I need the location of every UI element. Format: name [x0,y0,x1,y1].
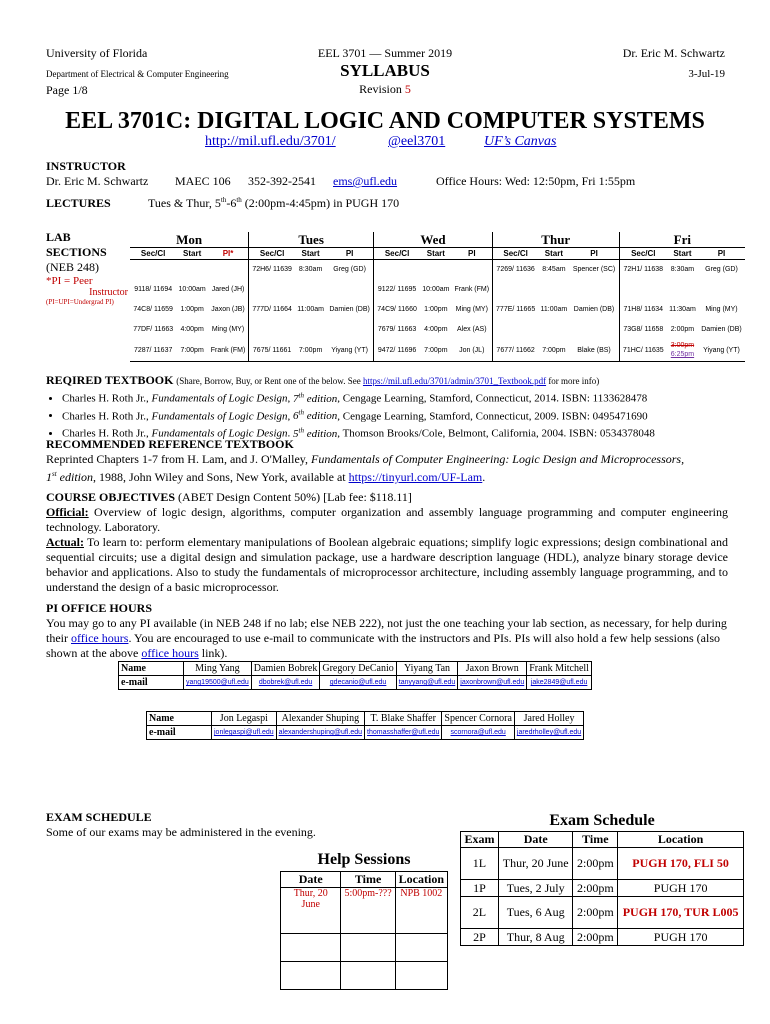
lab-cell: 777E/ 11665 [492,300,538,320]
help-empty-row [281,962,448,990]
instructor-email[interactable]: ems@ufl.edu [333,174,398,188]
pi-legend: *PI = Peer [46,275,93,287]
lab-cell: 10:00am [422,286,450,293]
textbook-item-6th: • Charles H. Roth Jr., Fundamentals of Logic Design, 6th edition, Cengage Learning, Stamford, Connecticut, 2009. ISBN: 0495471690 [62,406,736,424]
pi-name: Frank Mitchell [527,662,592,676]
lab-cell: 71H8/ 11634 [619,300,667,320]
column-header: Sec/Cl [249,248,295,260]
help-col-header: Time [341,872,395,888]
column-header: Start [538,248,569,260]
day-header-mon: Mon [176,232,203,247]
exam-row [461,929,744,946]
help-empty-cell [395,962,447,990]
exam-cell: Tues, 6 Aug [498,897,573,929]
lab-cell [667,340,698,362]
instructor-phone: 352-392-2541 [248,174,316,188]
lab-cell: 7:00pm [420,340,452,362]
lab-cell: 77DF/ 11663 [133,326,174,333]
help-header-row [281,872,448,888]
twitter-link[interactable]: @eel3701 [388,134,446,149]
help-table [280,871,448,990]
exam-table-title: Exam Schedule [549,812,655,829]
lab-cell: Frank (FM) [208,340,249,362]
column-header: Start [176,248,208,260]
pi-email-link[interactable]: thomasshaffer@ufl.edu [365,726,442,740]
help-cell: Thur, 20 June [281,888,341,934]
lab-cell: Damien (DB) [329,306,370,313]
lab-cell: 9472/ 11696 [374,340,420,362]
pi-name: Jared Holley [514,712,583,726]
pi-hours-section: PI OFFICE HOURS You may go to any PI available (in NEB 248 if no lab; else NEB 222), not just the one teaching your lab section, as necessary, for help during their office hours. You are encouraged to use e-mail to communicate with the instructors and PIs. PIs will also hold a few help sessions (also shown at the above office hours link). [46,601,727,660]
lab-cell: Greg (GD) [705,266,738,274]
objectives-heading: COURSE OBJECTIVES [46,490,176,504]
column-header: Start [420,248,452,260]
header-department: Department of Electrical & Computer Engineering [46,69,229,79]
pi-name: Jon Legaspi [212,712,277,726]
lab-cell: 11:00am [540,306,568,313]
exam-cell: 1P [461,880,499,897]
objectives-section: COURSE OBJECTIVES (ABET Design Content 50%) [Lab fee: $118.11] Official: Overview of logic design, algorithms, computer organization and assembly language programming and computer engineering technology. Laboratory. Actual: To learn to: perform elementary manipulations of Boolean algebraic equations; simplify logic expressions; design combinational and sequential circuits; use a digital design and simulation package, use a hardware description language (HDL), analyze binary storage device behavior and applications. Also to study the fundamentals of microprocessor architecture, including assembly language programming, and to understand the design of a basic microprocessor. [46,490,728,594]
help-row [281,888,448,934]
exam-cell: 1L [461,848,499,880]
lab-cell [326,320,373,340]
lab-cell [569,280,619,300]
header-date: 3-Jul-19 [688,68,725,80]
column-header: Start [667,248,698,260]
lab-cell: 71HC/ 11635 [619,340,667,362]
column-header: PI [569,248,619,260]
lab-sections-table [130,232,745,362]
exam-cell: 2:00pm [573,880,618,897]
lab-cell [569,320,619,340]
page-title: EEL 3701C: DIGITAL LOGIC AND COMPUTER SYSTEMS [65,108,705,134]
exam-table [460,831,744,946]
exam-row [461,897,744,929]
column-header: PI* [208,248,249,260]
name-label: Name [119,662,184,676]
lab-cell: Ming (MY) [705,306,738,313]
lab-row [130,340,745,362]
lab-legend [46,230,128,306]
lab-row [130,280,745,300]
instructor-heading: INSTRUCTOR [46,159,126,173]
exam-col-header: Exam [461,832,499,848]
lab-heading-1: LAB [46,230,71,244]
exam-cell: PUGH 170 [618,880,744,897]
instructor-office: MAEC 106 [175,174,231,188]
exam-note: Some of our exams may be administered in the evening. [46,825,316,839]
lab-cell: 4:00pm [424,326,448,333]
lab-cell: Damien (DB) [701,326,742,333]
textbook-link[interactable]: https://mil.ufl.edu/3701/admin/3701_Textbook.pdf [362,376,547,386]
exam-cell: 2:00pm [573,929,618,946]
lab-cell: Jared (JH) [211,286,245,293]
lab-cell: Spencer (SC) [572,266,616,274]
pi-email-link[interactable]: jaredrholley@ufl.edu [514,726,583,740]
pi-name: T. Blake Shaffer [365,712,442,726]
lab-cell [295,280,326,300]
lab-cell [249,320,295,340]
email-label: e-mail [147,726,212,740]
lectures-text: Tues & Thur, 5th-6th (2:00pm-4:45pm) in PUGH 170 [148,196,400,210]
exam-cell: 2L [461,897,499,929]
help-cell: NPB 1002 [395,888,447,934]
exam-col-header: Date [498,832,573,848]
lab-cell: Yiyang (YT) [698,340,745,362]
lab-cell: Jaxon (JB) [211,306,245,313]
column-header: PI [326,248,373,260]
lab-cell: Blake (BS) [569,340,619,362]
lab-cell [249,280,295,300]
pi-legend-3: (PI=UPI=Undergrad PI) [46,298,114,306]
lab-cell [420,260,452,280]
lab-cell: 8:30am [298,266,323,274]
lab-cell: 8:45am [542,266,566,274]
help-title: Help Sessions [317,851,411,868]
day-header-thur: Thur [492,232,619,248]
lab-cell: Greg (GD) [333,266,366,274]
lab-cell: 11:30am [669,306,696,313]
lab-cell: 74C9/ 11660 [374,300,420,320]
pi-name: Yiyang Tan [396,662,458,676]
lab-cell [452,260,493,280]
header-course: EEL 3701 — Summer 2019 [317,46,453,60]
lab-cell: 7287/ 11637 [130,340,176,362]
lab-cell: 7269/ 11636 [492,260,538,280]
exam-cell: Tues, 2 July [498,880,573,897]
lab-cell [176,260,208,280]
help-col-header: Location [395,872,447,888]
name-row [147,712,584,726]
lab-cell: 2:00pm [670,326,695,333]
email-row [119,676,592,690]
exam-cell: 2:00pm [573,897,618,929]
help-empty-cell [281,962,341,990]
exam-col-header: Location [618,832,744,848]
column-header: Sec/Cl [130,248,176,260]
lab-cell [374,260,420,280]
reference-heading: RECOMMENDED REFERENCE TEXTBOOK [46,437,294,451]
lab-cell: Yiyang (YT) [326,340,373,362]
lab-cell: 1:00pm [424,306,448,313]
office-hours-link-2[interactable]: office hours [141,646,199,660]
lab-cell [538,280,569,300]
header-instructor: Dr. Eric M. Schwartz [622,46,725,60]
reference-link[interactable]: https://tinyurl.com/UF-Lam [348,470,483,484]
lab-cell [698,280,745,300]
lab-row [130,320,745,340]
lab-cell [538,320,569,340]
help-empty-cell [341,962,395,990]
lab-cell: 777D/ 11664 [249,300,295,320]
lab-room: (NEB 248) [46,260,99,274]
lab-cell: 7:00pm [538,340,569,362]
exam-cell: 2P [461,929,499,946]
textbook-section: REQIRED TEXTBOOK (Share, Borrow, Buy, or Rent one of the below. See https://mil.ufl.edu/3701/admin/3701_Textbook.pdf for more info) • Charles H. Roth Jr., Fundamentals of Logic Design, 7th edition, Cengage Learning, Stamford, Connecticut, 2014. ISBN: 1133628478 • Charles H. Roth Jr., Fundamentals of Logic Design, 6th edition, Cengage Learning, Stamford, Connecticut, 2009. ISBN: 0495471690 • Charles H. Roth Jr., Fundamentals of Logic Design. 5th edition, Thomson Brooks/Cole, Belmont, California, 2004. ISBN: 0534378048 [46,373,736,441]
exam-header-row [461,832,744,848]
help-empty-cell [395,934,447,962]
help-cell: 5:00pm-??? [341,888,395,934]
lab-cell: 7:00pm [176,340,208,362]
column-header: PI [452,248,493,260]
pi-name: Ming Yang [184,662,252,676]
column-header: PI [698,248,745,260]
help-empty-cell [341,934,395,962]
lab-cell: 10:00am [178,286,206,293]
name-label: Name [147,712,212,726]
lab-cell [208,260,249,280]
pi-email-link[interactable]: jaxonbrown@ufl.edu [458,676,527,690]
lab-cell: 1:00pm [180,306,204,313]
pi-email-link[interactable]: gdecanio@ufl.edu [320,676,396,690]
exam-cell: PUGH 170, TUR L005 [618,897,744,929]
pi-name: Gregory DeCanio [320,662,396,676]
day-header-tues: Tues [249,232,374,248]
site-link[interactable]: http://mil.ufl.edu/3701/ [205,134,336,149]
pi-email-table-1 [118,661,592,690]
lab-cell: 7:00pm [295,340,326,362]
header-syllabus: SYLLABUS [340,61,430,80]
textbook-item-5th: • Charles H. Roth Jr., Fundamentals of Logic Design. 5th edition, Thomson Brooks/Cole, Belmont, California, 2004. ISBN: 0534378048 [62,423,736,441]
lab-cell: 8:30am [670,266,695,274]
email-row [147,726,584,740]
textbook-item-7th: • Charles H. Roth Jr., Fundamentals of Logic Design, 7th edition, Cengage Learning, Stamford, Connecticut, 2014. ISBN: 1133628478 [62,388,736,406]
pi-email-link[interactable]: alexandershuping@ufl.edu [276,726,364,740]
name-row [119,662,592,676]
header-page: Page 1/8 [46,83,88,97]
help-empty-cell [281,934,341,962]
pi-email-link[interactable]: jake2849@ufl.edu [527,676,592,690]
instructor-office-hours: Office Hours: Wed: 12:50pm, Fri 1:55pm [436,174,636,188]
help-col-header: Date [281,872,341,888]
instructor-name: Dr. Eric M. Schwartz [46,174,149,188]
lab-row [130,260,745,280]
pi-name: Alexander Shuping [276,712,364,726]
column-header: Sec/Cl [492,248,538,260]
exam-cell: Thur, 8 Aug [498,929,573,946]
exam-col-header: Time [573,832,618,848]
lab-cell: Alex (AS) [456,326,487,333]
lab-cell: 72H6/ 11639 [249,260,295,280]
textbook-heading: REQIRED TEXTBOOK [46,373,174,387]
column-header: Start [295,248,326,260]
pi-email-link[interactable]: tanyyang@ufl.edu [396,676,458,690]
pi-email-link[interactable]: yang19500@ufl.edu [184,676,252,690]
lab-cell: 7679/ 11663 [374,320,420,340]
office-hours-link-1[interactable]: office hours [71,631,129,645]
lab-cell [295,320,326,340]
lab-cell: 73G8/ 11658 [619,320,667,340]
exam-cell: PUGH 170 [618,929,744,946]
lab-cell [667,280,698,300]
lab-cell [130,260,176,280]
help-empty-row [281,934,448,962]
pi-email-link[interactable]: scornora@ufl.edu [442,726,514,740]
lab-cell [492,280,538,300]
email-label: e-mail [119,676,184,690]
lab-cell: Jon (JL) [452,340,493,362]
column-header: Sec/Cl [374,248,420,260]
exam-row [461,880,744,897]
day-header-wed: Wed [374,232,493,248]
pi-email-link[interactable]: dbobrek@ufl.edu [251,676,320,690]
header-university: University of Florida [46,46,148,60]
lab-row [130,300,745,320]
struck-time: 3:00pm [670,342,695,350]
reference-section: RECOMMENDED REFERENCE TEXTBOOK Reprinted Chapters 1-7 from H. Lam, and J. O'Malley, Fundamentals of Computer Engineering: Logic Design and Microprocessors, 1st edition, 1988, John Wiley and Sons, New York, available at https://tinyurl.com/UF-Lam. [46,437,736,485]
lab-cell: Ming (MY) [455,306,488,313]
lab-cell: 74C8/ 11659 [133,306,173,313]
exam-heading: EXAM SCHEDULE [46,810,152,824]
lab-cell: Damien (DB) [573,306,615,313]
pi-hours-heading: PI OFFICE HOURS [46,601,153,615]
lab-cell: 7675/ 11661 [249,340,295,362]
day-header-fri: Fri [619,232,745,248]
pi-email-link[interactable]: jonlegaspi@ufl.edu [212,726,277,740]
lab-heading-2: SECTIONS [46,245,107,259]
pi-name: Jaxon Brown [458,662,527,676]
exam-cell: PUGH 170, FLI 50 [618,848,744,880]
pi-email-table-2 [146,711,584,740]
lab-cell: 7677/ 11662 [492,340,538,362]
new-time: 6:25pm [670,351,695,359]
header-revision: Revision 5 [359,82,411,96]
lectures-heading: LECTURES [46,196,111,210]
lab-cell [492,320,538,340]
lab-cell [326,280,373,300]
lab-cell: Frank (FM) [454,286,490,293]
exam-row [461,848,744,880]
lab-cell [619,280,667,300]
lab-cell: 4:00pm [180,326,204,333]
lab-cell: Ming (MY) [211,326,245,333]
exam-cell: 2:00pm [573,848,618,880]
canvas-link[interactable]: UF’s Canvas [484,134,557,149]
pi-legend-2: Instructor [89,287,128,298]
column-header: Sec/Cl [619,248,667,260]
lab-cell: 9122/ 11695 [374,280,420,300]
lab-cell: 9118/ 11694 [134,286,173,293]
pi-name: Damien Bobrek [251,662,320,676]
lab-cell: 72H1/ 11638 [619,260,667,280]
lab-cell: 11:00am [297,306,324,313]
exam-cell: Thur, 20 June [498,848,573,880]
pi-name: Spencer Cornora [442,712,514,726]
